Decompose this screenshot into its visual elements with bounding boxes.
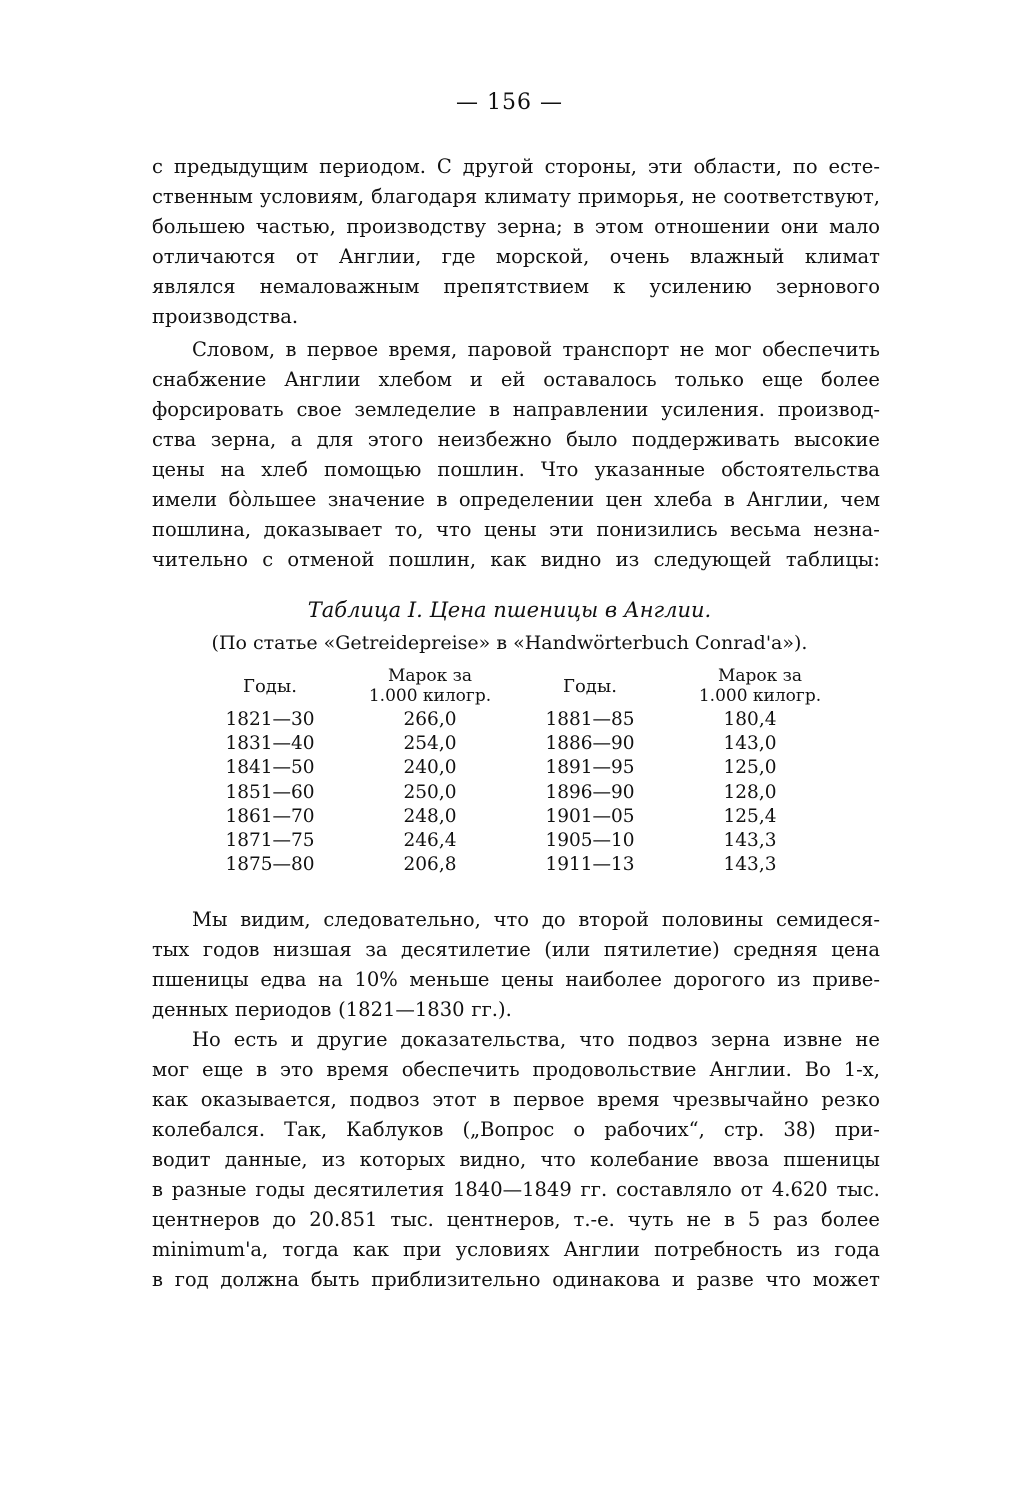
text-line: minimum'a, тогда как при условиях Англии потребность из года xyxy=(152,1238,880,1261)
table-cell: 1881—85 xyxy=(545,709,635,730)
header-price-right xyxy=(680,666,840,706)
column-prices-right xyxy=(700,708,800,877)
text-line: являлся немаловажным препятствием к усилению зернового xyxy=(152,275,880,298)
table-cell: 1851—60 xyxy=(225,781,315,803)
table-cell: 240,0 xyxy=(403,757,457,779)
text-line: чительно с отменой пошлин, как видно из следующей таблицы: xyxy=(152,548,880,571)
table-cell: 254,0 xyxy=(403,733,457,755)
paragraph-2 xyxy=(152,335,880,575)
column-prices-left xyxy=(380,708,480,877)
header-price-left-line1: Марок за xyxy=(387,666,473,686)
table-cell: 1896—90 xyxy=(545,781,635,803)
table-cell: 125,0 xyxy=(723,757,777,779)
table-cell: 246,4 xyxy=(403,829,457,851)
table-cell: 1831—40 xyxy=(225,733,315,755)
text-line: денных периодов (1821—1830 гг.). xyxy=(152,998,512,1021)
text-line: Мы видим, следовательно, что до второй половины семидеся- xyxy=(192,908,880,931)
paragraph-3 xyxy=(152,905,880,1025)
table-cell: 1841—50 xyxy=(225,757,315,779)
column-years-right xyxy=(540,708,640,877)
text-line: мог еще в это время обеспечить продовольствие Англии. Во 1-х, xyxy=(152,1058,880,1081)
table-cell: 206,8 xyxy=(403,854,457,876)
table-cell: 1821—30 xyxy=(225,709,315,730)
header-price-right-line2: 1.000 килогр. xyxy=(698,686,822,706)
text-line: пшеницы едва на 10% меньше цены наиболее дорогого из приве- xyxy=(152,968,880,991)
text-line: имели бо̀льшее значение в определении цен хлеба в Англии, чем xyxy=(152,488,880,511)
text-line: в разные годы десятилетия 1840—1849 гг. составляло от 4.620 тыс. xyxy=(152,1178,880,1201)
text-line: цены на хлеб помощью пошлин. Что указанные обстоятельства xyxy=(152,458,880,481)
text-line: отличаются от Англии, где морской, очень влажный климат xyxy=(152,245,880,268)
text-line: большею частью, производству зерна; в этом отношении они мало xyxy=(152,215,880,238)
table-cell: 143,3 xyxy=(723,829,777,851)
text-line: водит данные, из которых видно, что колебание ввоза пшеницы xyxy=(152,1148,880,1171)
table-cell: 180,4 xyxy=(723,709,777,730)
table-cell: 250,0 xyxy=(403,781,457,803)
header-price-right-line1: Марок за xyxy=(717,666,803,686)
header-price-left-line2: 1.000 килогр. xyxy=(368,686,492,706)
paragraph-1 xyxy=(152,152,880,332)
text-line: форсировать свое земледелие в направлении усиления. производ- xyxy=(152,398,880,421)
text-line: пошлина, доказывает то, что цены эти понизились весьма незна- xyxy=(152,518,880,541)
column-years-left xyxy=(220,708,320,877)
table-cell: 266,0 xyxy=(403,709,457,730)
table-cell: 1886—90 xyxy=(545,733,635,755)
text-line: как оказывается, подвоз этот в первое время чрезвычайно резко xyxy=(152,1088,880,1111)
table-cell: 143,3 xyxy=(723,854,777,876)
table-title: Таблица I. Цена пшеницы в Англии. xyxy=(307,598,712,622)
table-cell: 1911—13 xyxy=(545,854,635,876)
table-cell: 125,4 xyxy=(723,805,777,827)
table-cell: 1861—70 xyxy=(225,805,315,827)
text-line: производства. xyxy=(152,305,299,328)
header-years-left: Годы. xyxy=(243,676,297,697)
table-cell: 1905—10 xyxy=(545,829,635,851)
text-line: колебался. Так, Каблуков („Вопрос о рабочих“, стр. 38) при- xyxy=(152,1118,880,1141)
table-cell: 1875—80 xyxy=(225,854,315,876)
table-cell: 143,0 xyxy=(723,733,777,755)
table-subtitle: (По статье «Getreidepreise» в «Handwörterbuch Conrad'a»). xyxy=(211,632,808,654)
text-line: Словом, в первое время, паровой транспорт не мог обеспечить xyxy=(192,338,880,361)
text-line: ственным условиям, благодаря климату приморья, не соответствуют, xyxy=(152,185,880,208)
text-line: ства зерна, а для этого неизбежно было поддерживать высокие xyxy=(152,428,880,451)
table-cell: 1901—05 xyxy=(545,805,635,827)
paragraph-4 xyxy=(152,1025,880,1295)
table-cell: 128,0 xyxy=(723,781,777,803)
header-price-left xyxy=(350,666,510,706)
table-cell: 1891—95 xyxy=(545,757,635,779)
table-cell: 1871—75 xyxy=(225,829,315,851)
text-line: снабжение Англии хлебом и ей оставалось только еще более xyxy=(152,368,880,391)
header-years-right: Годы. xyxy=(563,676,617,697)
text-line: с предыдущим периодом. С другой стороны, эти области, по есте- xyxy=(152,155,880,178)
table-cell: 248,0 xyxy=(403,805,457,827)
page-number: — 156 — xyxy=(456,90,563,115)
text-line: в год должна быть приблизительно одинакова и разве что может xyxy=(152,1268,880,1291)
text-line: центнеров до 20.851 тыс. центнеров, т.-е. чуть не в 5 раз более xyxy=(152,1208,880,1231)
text-line: тых годов низшая за десятилетие (или пятилетие) средняя цена xyxy=(152,938,880,961)
text-line: Но есть и другие доказательства, что подвоз зерна извне не xyxy=(192,1028,880,1051)
